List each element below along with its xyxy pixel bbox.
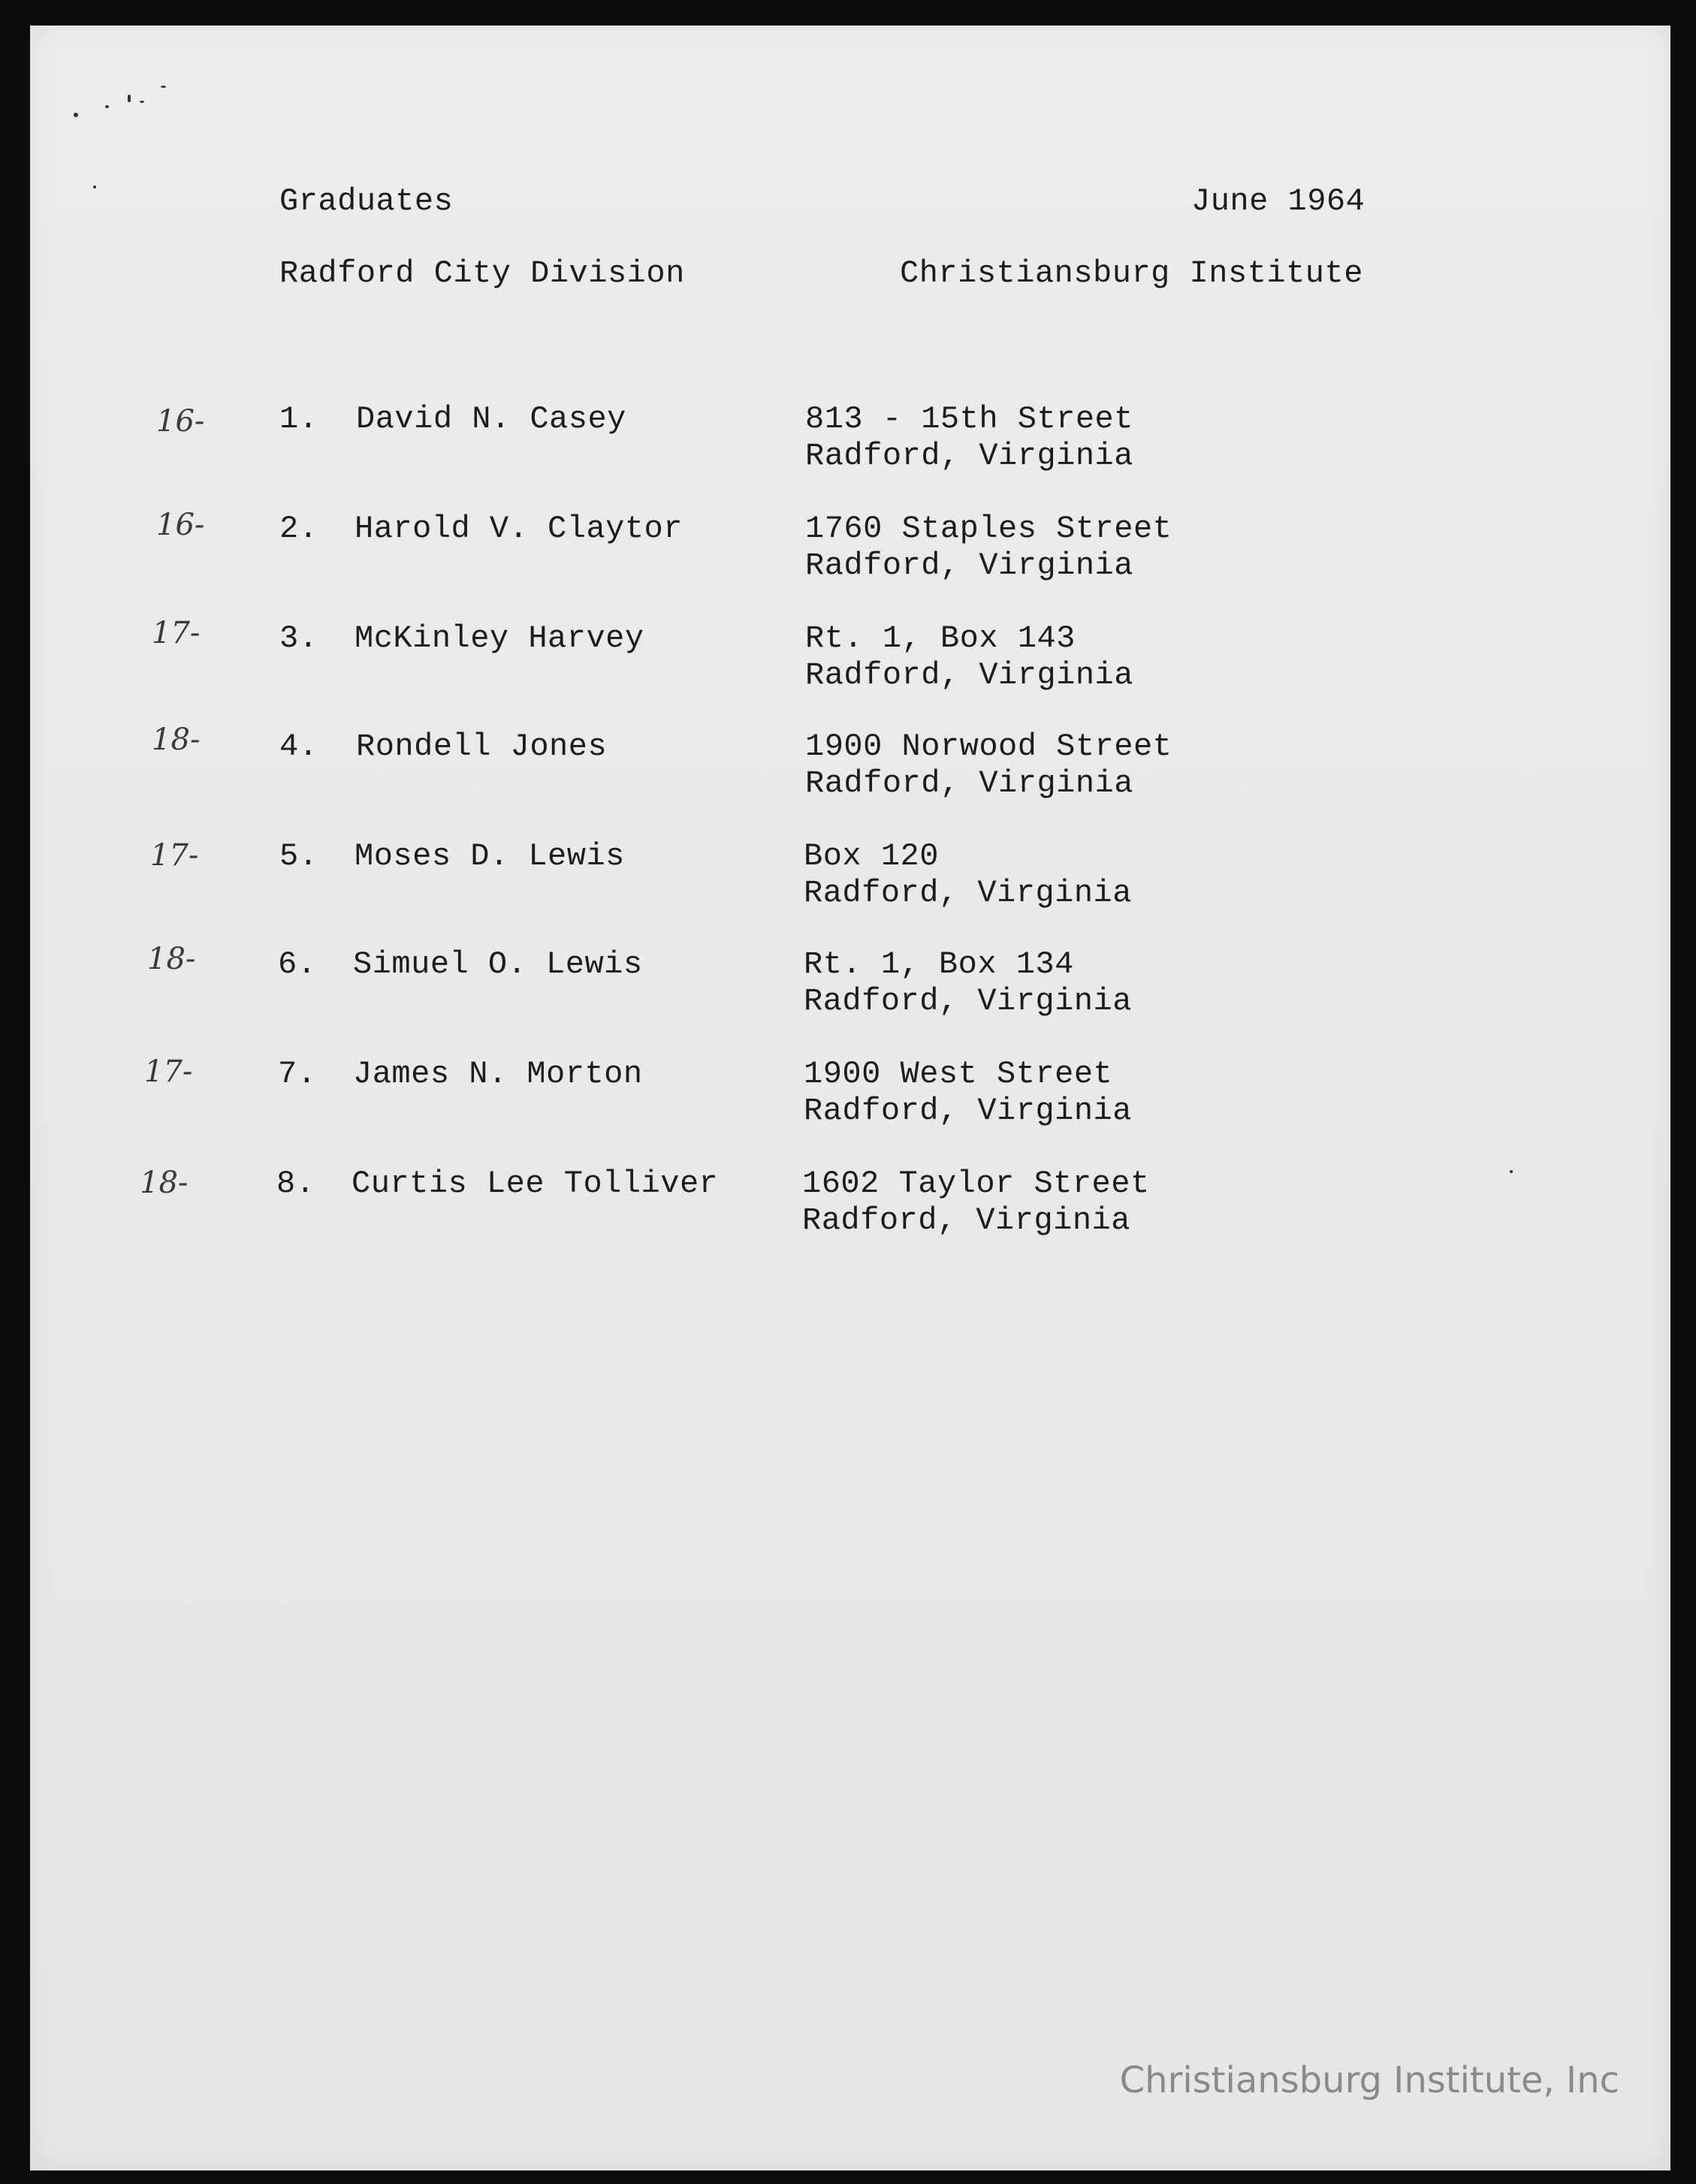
document-date: June 1964: [1191, 183, 1366, 219]
ink-mark: [1510, 1170, 1513, 1173]
handwritten-age: 16-: [156, 508, 205, 542]
ink-mark: [161, 86, 166, 88]
item-number: 2.: [279, 511, 318, 547]
handwritten-age: 17-: [152, 616, 201, 650]
item-number: 6.: [278, 946, 317, 982]
address-street: 1602 Taylor Street: [802, 1166, 1150, 1202]
graduate-name: Rondell Jones: [356, 729, 608, 765]
item-number: 5.: [279, 838, 318, 874]
address-city: Radford, Virginia: [804, 983, 1132, 1019]
document-title: Graduates: [279, 183, 454, 219]
handwritten-age: 18-: [147, 942, 196, 976]
address-street: 1900 Norwood Street: [805, 729, 1172, 765]
address-city: Radford, Virginia: [804, 1093, 1132, 1129]
ink-mark: [140, 101, 144, 103]
address-city: Radford, Virginia: [805, 765, 1133, 801]
division-name: Radford City Division: [279, 255, 685, 291]
item-number: 1.: [279, 401, 318, 437]
graduate-name: Curtis Lee Tolliver: [352, 1166, 719, 1202]
item-number: 3.: [279, 620, 318, 656]
school-name: Christiansburg Institute: [900, 255, 1363, 291]
graduate-name: McKinley Harvey: [355, 620, 644, 656]
address-city: Radford, Virginia: [802, 1202, 1130, 1238]
handwritten-age: 17-: [150, 838, 199, 873]
address-street: Rt. 1, Box 143: [805, 620, 1076, 656]
ink-mark: [105, 105, 109, 108]
handwritten-age: 16-: [156, 404, 205, 439]
handwritten-age: 18-: [152, 722, 201, 757]
graduate-name: James N. Morton: [353, 1056, 643, 1092]
handwritten-age: 18-: [140, 1166, 189, 1200]
graduate-address: [805, 511, 1172, 584]
graduate-address: [804, 946, 1132, 1020]
item-number: 4.: [279, 729, 318, 765]
graduate-address: [805, 401, 1133, 475]
address-city: Radford, Virginia: [805, 438, 1133, 474]
address-street: 1760 Staples Street: [805, 511, 1172, 547]
ink-mark: [128, 95, 131, 102]
item-number: 7.: [278, 1056, 317, 1092]
graduate-address: [805, 729, 1172, 802]
address-street: Box 120: [804, 838, 939, 874]
graduate-name: David N. Casey: [356, 401, 626, 437]
graduate-address: [804, 1056, 1132, 1130]
ink-mark: [93, 186, 96, 189]
ink-mark: [74, 113, 78, 117]
address-city: Radford, Virginia: [805, 657, 1133, 693]
graduate-name: Harold V. Claytor: [355, 511, 683, 547]
item-number: 8.: [276, 1166, 315, 1202]
handwritten-age: 17-: [144, 1054, 193, 1089]
address-street: Rt. 1, Box 134: [804, 946, 1074, 982]
address-city: Radford, Virginia: [805, 548, 1133, 584]
address-street: 1900 West Street: [804, 1056, 1113, 1092]
address-city: Radford, Virginia: [804, 875, 1132, 911]
graduate-address: [802, 1166, 1150, 1239]
address-street: 813 - 15th Street: [805, 401, 1133, 437]
graduate-address: [804, 838, 1132, 912]
watermark-text: Christiansburg Institute, Inc: [1119, 2059, 1619, 2101]
graduate-address: [805, 620, 1133, 694]
graduate-name: Simuel O. Lewis: [353, 946, 643, 982]
graduate-name: Moses D. Lewis: [355, 838, 625, 874]
